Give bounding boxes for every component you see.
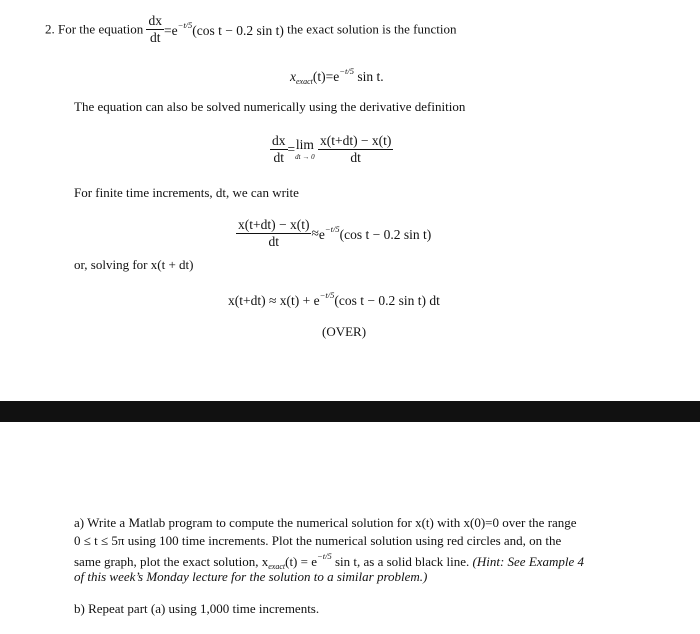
eq1-denominator: dt [149, 30, 161, 46]
limit-operator: lim dt → 0 [295, 137, 315, 161]
derivative-definition-text: The equation can also be solved numerically using the derivative definition [74, 99, 466, 114]
hint-text: (Hint: See Example 4 [472, 554, 585, 569]
finite-increments-text: For finite time increments, dt, we can write [74, 185, 299, 200]
page-divider-bar [0, 401, 700, 422]
problem-number: 2. [45, 21, 55, 37]
finite-difference-equation: $\frac{x(t+dt) - x(t)}{dt}$ $\approx e^{-t/5}(\cos$ t − 0.2 sin t) [238, 217, 432, 250]
eq1-rhs: $=e^{-t/5}(\cos$ t − 0.2 sin t) [163, 20, 284, 39]
part-a-line-1: a) Write a Matlab program to compute the numerical solution for x(t) with x(0)=0 over the range [74, 515, 577, 530]
part-a-line-2: 0 ≤ t ≤ 5π using 100 time increments. Plot the numerical solution using red circles and, on the [74, 533, 562, 548]
intro-text-before: For the equation [58, 21, 144, 37]
eq1-numerator: dx [146, 14, 164, 30]
finite-difference-fraction: $\frac{x(t+dt) - x(t)}{dt}$ [238, 217, 310, 250]
exact-solution-equation: $x_{exact}(t)=e^{-t/5}$ sin t. [290, 66, 384, 86]
update-equation: $x(t+dt) \approx x(t) + e^{-t/5}(\cos$ t − 0.2 sin t) dt [228, 290, 440, 308]
solving-for-text: or, solving for x(t + dt) [74, 257, 194, 272]
limit-lhs-fraction: $\frac{dx}{dt}$ [272, 133, 286, 166]
over-label: (OVER) [322, 324, 367, 339]
limit-rhs-fraction: $\frac{x(t+dt) - x(t)}{dt}$ [319, 133, 392, 166]
eq1-derivative-fraction [146, 14, 164, 45]
part-a-line-3: same graph, plot the exact solution, $x_{exact}(t) = e^{-t/5}$ sin t, as a solid black line. (Hint: See Example 4 [74, 551, 585, 571]
derivative-limit-equation: $\frac{dx}{dt}$ = lim dt → 0 $\frac{x(t+dt) - x(t)}{dt}$ [272, 133, 392, 166]
problem-intro-line [45, 14, 456, 45]
part-b-text: b) Repeat part (a) using 1,000 time increments. [74, 601, 320, 616]
part-a-line-4: of this week’s Monday lecture for the solution to a similar problem.) [74, 569, 428, 584]
intro-text-after: the exact solution is the function [287, 21, 457, 37]
